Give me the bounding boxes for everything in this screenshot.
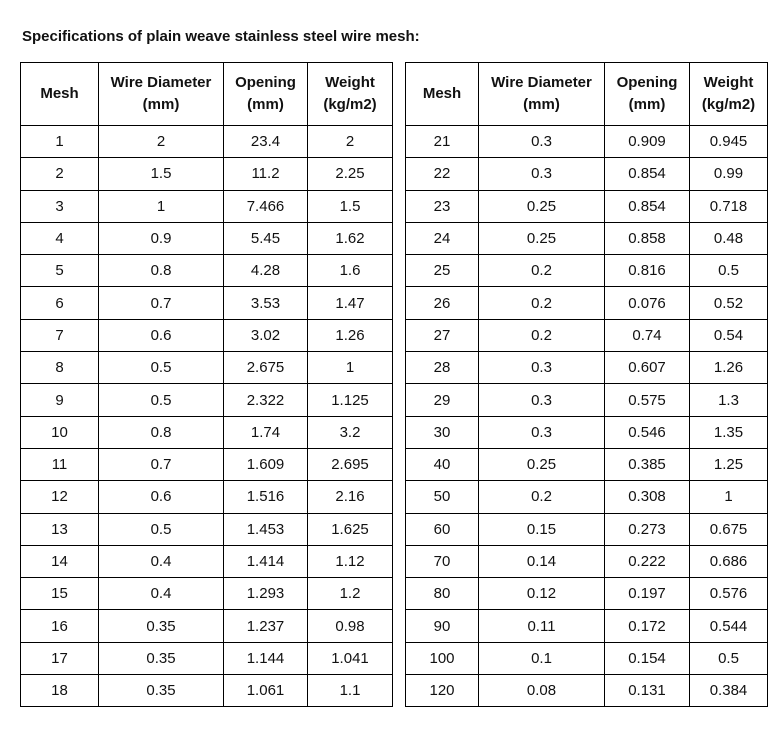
cell-wire-diameter: 0.8 bbox=[99, 255, 224, 287]
cell-mesh: 6 bbox=[21, 287, 99, 319]
table-row bbox=[21, 481, 393, 513]
cell-wire-diameter: 1.5 bbox=[99, 158, 224, 190]
cell-mesh: 40 bbox=[406, 448, 479, 480]
cell-opening: 1.237 bbox=[224, 610, 308, 642]
table-row bbox=[21, 255, 393, 287]
cell-opening: 0.816 bbox=[605, 255, 690, 287]
cell-opening: 4.28 bbox=[224, 255, 308, 287]
cell-mesh: 23 bbox=[406, 190, 479, 222]
cell-wire-diameter: 0.5 bbox=[99, 513, 224, 545]
cell-mesh: 2 bbox=[21, 158, 99, 190]
cell-weight: 1.12 bbox=[308, 545, 393, 577]
table-row bbox=[406, 578, 768, 610]
cell-weight: 1.5 bbox=[308, 190, 393, 222]
cell-opening: 3.02 bbox=[224, 319, 308, 351]
table-row bbox=[21, 610, 393, 642]
cell-opening: 0.546 bbox=[605, 416, 690, 448]
cell-wire-diameter: 0.35 bbox=[99, 675, 224, 707]
cell-opening: 11.2 bbox=[224, 158, 308, 190]
cell-weight: 0.686 bbox=[690, 545, 768, 577]
spec-table-right bbox=[405, 62, 768, 707]
header-opening bbox=[224, 63, 308, 126]
cell-wire-diameter: 0.6 bbox=[99, 481, 224, 513]
cell-opening: 0.172 bbox=[605, 610, 690, 642]
cell-wire-diameter: 0.25 bbox=[479, 222, 605, 254]
cell-wire-diameter: 0.2 bbox=[479, 287, 605, 319]
cell-wire-diameter: 0.2 bbox=[479, 319, 605, 351]
cell-mesh: 27 bbox=[406, 319, 479, 351]
cell-mesh: 80 bbox=[406, 578, 479, 610]
header-row bbox=[21, 63, 393, 126]
cell-mesh: 18 bbox=[21, 675, 99, 707]
cell-weight: 0.675 bbox=[690, 513, 768, 545]
cell-mesh: 120 bbox=[406, 675, 479, 707]
table-row bbox=[21, 545, 393, 577]
header-opening-unit: (mm) bbox=[247, 96, 284, 113]
header-mesh-label: Mesh bbox=[422, 85, 462, 102]
cell-mesh: 100 bbox=[406, 642, 479, 674]
cell-opening: 1.609 bbox=[224, 448, 308, 480]
header-weight-unit: (kg/m2) bbox=[701, 96, 756, 113]
cell-weight: 1.2 bbox=[308, 578, 393, 610]
cell-opening: 0.222 bbox=[605, 545, 690, 577]
cell-wire-diameter: 0.3 bbox=[479, 158, 605, 190]
header-opening bbox=[605, 63, 690, 126]
cell-mesh: 15 bbox=[21, 578, 99, 610]
cell-weight: 2 bbox=[308, 126, 393, 158]
cell-wire-diameter: 0.4 bbox=[99, 545, 224, 577]
cell-wire-diameter: 0.12 bbox=[479, 578, 605, 610]
cell-wire-diameter: 0.6 bbox=[99, 319, 224, 351]
table-row bbox=[406, 481, 768, 513]
cell-weight: 1.26 bbox=[308, 319, 393, 351]
cell-wire-diameter: 0.15 bbox=[479, 513, 605, 545]
cell-opening: 1.061 bbox=[224, 675, 308, 707]
cell-wire-diameter: 0.1 bbox=[479, 642, 605, 674]
table-row bbox=[21, 642, 393, 674]
spec-table-left bbox=[20, 62, 393, 707]
cell-weight: 0.52 bbox=[690, 287, 768, 319]
cell-mesh: 28 bbox=[406, 352, 479, 384]
cell-weight: 1.125 bbox=[308, 384, 393, 416]
header-weight-unit: (kg/m2) bbox=[323, 96, 377, 113]
cell-mesh: 90 bbox=[406, 610, 479, 642]
header-opening-label: Opening bbox=[235, 74, 296, 91]
cell-wire-diameter: 0.2 bbox=[479, 481, 605, 513]
spec-table-right-body bbox=[406, 126, 768, 707]
cell-opening: 0.74 bbox=[605, 319, 690, 351]
header-wire-diameter-label: Wire Diameter bbox=[491, 74, 592, 91]
table-row bbox=[406, 190, 768, 222]
cell-opening: 0.131 bbox=[605, 675, 690, 707]
cell-weight: 1.3 bbox=[690, 384, 768, 416]
cell-weight: 1.041 bbox=[308, 642, 393, 674]
cell-opening: 5.45 bbox=[224, 222, 308, 254]
cell-wire-diameter: 0.11 bbox=[479, 610, 605, 642]
cell-weight: 2.695 bbox=[308, 448, 393, 480]
table-row bbox=[21, 126, 393, 158]
table-row bbox=[21, 416, 393, 448]
cell-opening: 23.4 bbox=[224, 126, 308, 158]
cell-opening: 1.293 bbox=[224, 578, 308, 610]
cell-weight: 1 bbox=[308, 352, 393, 384]
cell-mesh: 22 bbox=[406, 158, 479, 190]
cell-wire-diameter: 0.8 bbox=[99, 416, 224, 448]
cell-mesh: 14 bbox=[21, 545, 99, 577]
cell-wire-diameter: 0.2 bbox=[479, 255, 605, 287]
table-row bbox=[406, 675, 768, 707]
cell-opening: 2.322 bbox=[224, 384, 308, 416]
cell-opening: 1.516 bbox=[224, 481, 308, 513]
table-row bbox=[406, 448, 768, 480]
cell-mesh: 3 bbox=[21, 190, 99, 222]
cell-wire-diameter: 0.5 bbox=[99, 352, 224, 384]
header-mesh-label: Mesh bbox=[40, 85, 79, 102]
cell-opening: 1.74 bbox=[224, 416, 308, 448]
cell-wire-diameter: 0.7 bbox=[99, 287, 224, 319]
table-row bbox=[21, 578, 393, 610]
cell-weight: 1.625 bbox=[308, 513, 393, 545]
cell-wire-diameter: 0.3 bbox=[479, 384, 605, 416]
table-row bbox=[406, 255, 768, 287]
cell-mesh: 24 bbox=[406, 222, 479, 254]
cell-opening: 3.53 bbox=[224, 287, 308, 319]
cell-weight: 0.48 bbox=[690, 222, 768, 254]
cell-mesh: 7 bbox=[21, 319, 99, 351]
cell-mesh: 16 bbox=[21, 610, 99, 642]
cell-mesh: 8 bbox=[21, 352, 99, 384]
cell-mesh: 25 bbox=[406, 255, 479, 287]
cell-wire-diameter: 1 bbox=[99, 190, 224, 222]
cell-wire-diameter: 0.3 bbox=[479, 352, 605, 384]
header-row bbox=[406, 63, 768, 126]
table-row bbox=[21, 222, 393, 254]
cell-weight: 0.98 bbox=[308, 610, 393, 642]
cell-mesh: 11 bbox=[21, 448, 99, 480]
cell-weight: 2.25 bbox=[308, 158, 393, 190]
cell-opening: 0.308 bbox=[605, 481, 690, 513]
cell-weight: 0.718 bbox=[690, 190, 768, 222]
cell-opening: 0.854 bbox=[605, 190, 690, 222]
cell-weight: 2.16 bbox=[308, 481, 393, 513]
cell-mesh: 70 bbox=[406, 545, 479, 577]
cell-weight: 0.384 bbox=[690, 675, 768, 707]
header-weight bbox=[308, 63, 393, 126]
cell-wire-diameter: 2 bbox=[99, 126, 224, 158]
header-weight-label: Weight bbox=[703, 74, 754, 91]
cell-mesh: 10 bbox=[21, 416, 99, 448]
cell-wire-diameter: 0.9 bbox=[99, 222, 224, 254]
cell-weight: 0.5 bbox=[690, 255, 768, 287]
cell-mesh: 29 bbox=[406, 384, 479, 416]
cell-opening: 1.414 bbox=[224, 545, 308, 577]
spec-table-left-body bbox=[21, 126, 393, 707]
cell-mesh: 13 bbox=[21, 513, 99, 545]
table-row bbox=[21, 158, 393, 190]
header-wire-diameter bbox=[479, 63, 605, 126]
cell-opening: 0.197 bbox=[605, 578, 690, 610]
table-row bbox=[21, 287, 393, 319]
table-row bbox=[406, 416, 768, 448]
header-wire-diameter-label: Wire Diameter bbox=[110, 74, 212, 91]
table-row bbox=[21, 448, 393, 480]
cell-opening: 0.273 bbox=[605, 513, 690, 545]
cell-mesh: 9 bbox=[21, 384, 99, 416]
cell-mesh: 60 bbox=[406, 513, 479, 545]
cell-opening: 0.607 bbox=[605, 352, 690, 384]
cell-opening: 1.144 bbox=[224, 642, 308, 674]
cell-mesh: 4 bbox=[21, 222, 99, 254]
table-row bbox=[406, 222, 768, 254]
cell-mesh: 1 bbox=[21, 126, 99, 158]
cell-wire-diameter: 0.5 bbox=[99, 384, 224, 416]
cell-weight: 0.99 bbox=[690, 158, 768, 190]
cell-wire-diameter: 0.08 bbox=[479, 675, 605, 707]
header-wire-diameter-unit: (mm) bbox=[523, 96, 560, 113]
cell-mesh: 12 bbox=[21, 481, 99, 513]
cell-wire-diameter: 0.7 bbox=[99, 448, 224, 480]
cell-opening: 0.385 bbox=[605, 448, 690, 480]
header-mesh bbox=[406, 63, 479, 126]
cell-weight: 1.6 bbox=[308, 255, 393, 287]
table-row bbox=[21, 513, 393, 545]
cell-weight: 1.1 bbox=[308, 675, 393, 707]
header-opening-label: Opening bbox=[616, 74, 678, 91]
cell-opening: 1.453 bbox=[224, 513, 308, 545]
cell-mesh: 26 bbox=[406, 287, 479, 319]
cell-opening: 0.854 bbox=[605, 158, 690, 190]
cell-weight: 0.5 bbox=[690, 642, 768, 674]
page-title: Specifications of plain weave stainless steel wire mesh: bbox=[22, 28, 420, 45]
cell-weight: 0.576 bbox=[690, 578, 768, 610]
cell-weight: 1.26 bbox=[690, 352, 768, 384]
table-row bbox=[406, 642, 768, 674]
header-weight-label: Weight bbox=[325, 74, 375, 91]
header-weight bbox=[690, 63, 768, 126]
cell-wire-diameter: 0.4 bbox=[99, 578, 224, 610]
cell-wire-diameter: 0.25 bbox=[479, 448, 605, 480]
header-wire-diameter-unit: (mm) bbox=[142, 96, 180, 113]
cell-mesh: 50 bbox=[406, 481, 479, 513]
cell-opening: 7.466 bbox=[224, 190, 308, 222]
cell-weight: 0.54 bbox=[690, 319, 768, 351]
cell-opening: 0.154 bbox=[605, 642, 690, 674]
table-row bbox=[406, 352, 768, 384]
cell-opening: 0.858 bbox=[605, 222, 690, 254]
cell-opening: 0.076 bbox=[605, 287, 690, 319]
cell-wire-diameter: 0.35 bbox=[99, 642, 224, 674]
cell-weight: 1.47 bbox=[308, 287, 393, 319]
cell-weight: 1.25 bbox=[690, 448, 768, 480]
cell-mesh: 17 bbox=[21, 642, 99, 674]
cell-weight: 1 bbox=[690, 481, 768, 513]
cell-mesh: 5 bbox=[21, 255, 99, 287]
cell-opening: 2.675 bbox=[224, 352, 308, 384]
cell-weight: 1.35 bbox=[690, 416, 768, 448]
header-wire-diameter bbox=[99, 63, 224, 126]
cell-wire-diameter: 0.25 bbox=[479, 190, 605, 222]
cell-mesh: 21 bbox=[406, 126, 479, 158]
table-row bbox=[406, 384, 768, 416]
header-opening-unit: (mm) bbox=[628, 96, 666, 113]
cell-wire-diameter: 0.3 bbox=[479, 126, 605, 158]
table-row bbox=[406, 287, 768, 319]
table-row bbox=[21, 352, 393, 384]
table-row bbox=[406, 513, 768, 545]
table-row bbox=[406, 126, 768, 158]
cell-opening: 0.909 bbox=[605, 126, 690, 158]
table-row bbox=[21, 190, 393, 222]
cell-weight: 0.544 bbox=[690, 610, 768, 642]
table-row bbox=[21, 319, 393, 351]
table-row bbox=[21, 675, 393, 707]
header-mesh bbox=[21, 63, 99, 126]
table-row bbox=[406, 319, 768, 351]
cell-wire-diameter: 0.3 bbox=[479, 416, 605, 448]
cell-wire-diameter: 0.35 bbox=[99, 610, 224, 642]
cell-weight: 0.945 bbox=[690, 126, 768, 158]
cell-weight: 3.2 bbox=[308, 416, 393, 448]
cell-weight: 1.62 bbox=[308, 222, 393, 254]
table-row bbox=[406, 610, 768, 642]
cell-wire-diameter: 0.14 bbox=[479, 545, 605, 577]
table-row bbox=[21, 384, 393, 416]
cell-mesh: 30 bbox=[406, 416, 479, 448]
table-row bbox=[406, 158, 768, 190]
cell-opening: 0.575 bbox=[605, 384, 690, 416]
table-row bbox=[406, 545, 768, 577]
